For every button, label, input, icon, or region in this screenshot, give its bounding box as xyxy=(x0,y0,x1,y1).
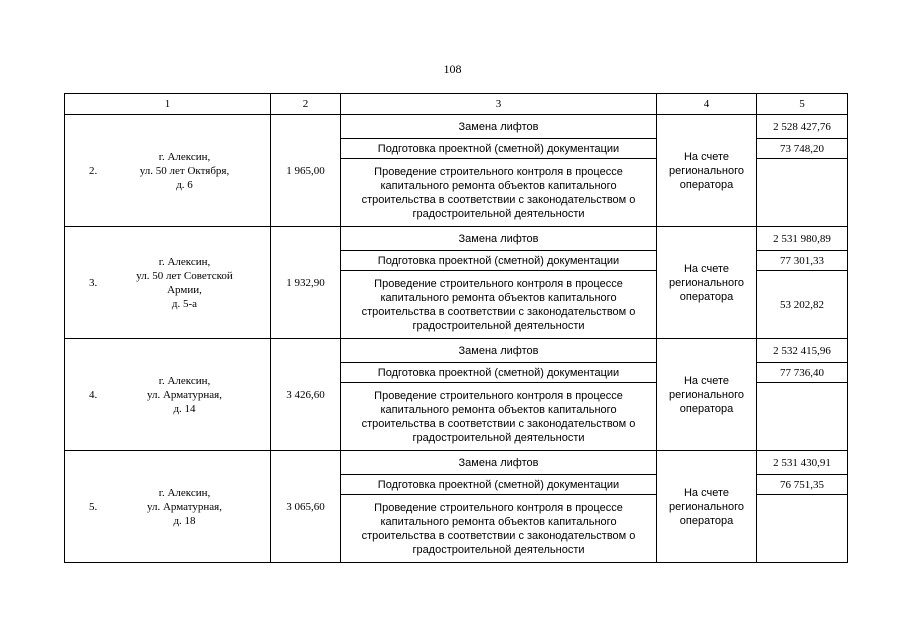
work-item xyxy=(341,271,657,339)
column-header-1: 1 xyxy=(65,94,271,115)
address-cell xyxy=(65,227,271,339)
table-row xyxy=(65,115,848,139)
work-item: Подготовка проектной (сметной) документации xyxy=(341,363,657,383)
work-item-text: Проведение строительного контроля в процессе капитального ремонта объектов капитального строительства в соответствии с законодательством о градостроительной деятельности xyxy=(361,501,636,556)
amount-cell: 2 531 430,91 xyxy=(757,451,848,475)
funding-source-cell: На счете регионального оператора xyxy=(657,339,757,451)
work-item: Замена лифтов xyxy=(341,339,657,363)
funding-source-cell: На счете регионального оператора xyxy=(657,227,757,339)
amount-cell xyxy=(757,495,848,563)
work-item: Замена лифтов xyxy=(341,451,657,475)
page-number: 108 xyxy=(443,62,462,76)
work-item: Подготовка проектной (сметной) документации xyxy=(341,251,657,271)
work-item xyxy=(341,383,657,451)
amount-cell: 76 751,35 xyxy=(757,475,848,495)
work-item: Подготовка проектной (сметной) документации xyxy=(341,139,657,159)
capital-repair-table xyxy=(64,93,848,563)
area-cell: 3 065,60 xyxy=(271,451,341,563)
amount-cell: 77 301,33 xyxy=(757,251,848,271)
column-header-4: 4 xyxy=(657,94,757,115)
amount-cell: 2 532 415,96 xyxy=(757,339,848,363)
amount-cell: 2 531 980,89 xyxy=(757,227,848,251)
amount-cell xyxy=(757,159,848,227)
funding-source-cell: На счете регионального оператора xyxy=(657,115,757,227)
row-number: 3. xyxy=(89,276,98,289)
work-item: Замена лифтов xyxy=(341,227,657,251)
amount-cell: 2 528 427,76 xyxy=(757,115,848,139)
table-row xyxy=(65,451,848,475)
area-cell: 1 965,00 xyxy=(271,115,341,227)
amount-cell: 53 202,82 xyxy=(757,271,848,339)
area-cell: 1 932,90 xyxy=(271,227,341,339)
work-item xyxy=(341,159,657,227)
table-row xyxy=(65,227,848,251)
work-item-text: Проведение строительного контроля в процессе капитального ремонта объектов капитального строительства в соответствии с законодательством о градостроительной деятельности xyxy=(361,277,636,332)
work-item: Подготовка проектной (сметной) документации xyxy=(341,475,657,495)
row-number: 4. xyxy=(89,388,98,401)
address-cell xyxy=(65,339,271,451)
work-item-text: Проведение строительного контроля в процессе капитального ремонта объектов капитального строительства в соответствии с законодательством о градостроительной деятельности xyxy=(361,165,636,220)
row-number: 2. xyxy=(89,164,98,177)
funding-source-cell: На счете регионального оператора xyxy=(657,451,757,563)
address-cell xyxy=(65,115,271,227)
amount-cell: 73 748,20 xyxy=(757,139,848,159)
amount-cell xyxy=(757,383,848,451)
address-text: г. Алексин, ул. Арматурная, д. 14 xyxy=(146,374,222,415)
work-item xyxy=(341,495,657,563)
amount-cell: 77 736,40 xyxy=(757,363,848,383)
column-header-3: 3 xyxy=(341,94,657,115)
address-text: г. Алексин, ул. 50 лет Советской Армии, д. 5-а xyxy=(136,255,233,310)
column-header-2: 2 xyxy=(271,94,341,115)
address-text: г. Алексин, ул. Арматурная, д. 18 xyxy=(146,486,222,527)
work-item-text: Проведение строительного контроля в процессе капитального ремонта объектов капитального строительства в соответствии с законодательством о градостроительной деятельности xyxy=(361,389,636,444)
area-cell: 3 426,60 xyxy=(271,339,341,451)
address-cell xyxy=(65,451,271,563)
address-text: г. Алексин, ул. 50 лет Октября, д. 6 xyxy=(139,150,230,191)
column-header-5: 5 xyxy=(757,94,848,115)
row-number: 5. xyxy=(89,500,98,513)
table-row xyxy=(65,339,848,363)
work-item: Замена лифтов xyxy=(341,115,657,139)
table-header-row xyxy=(65,94,848,115)
